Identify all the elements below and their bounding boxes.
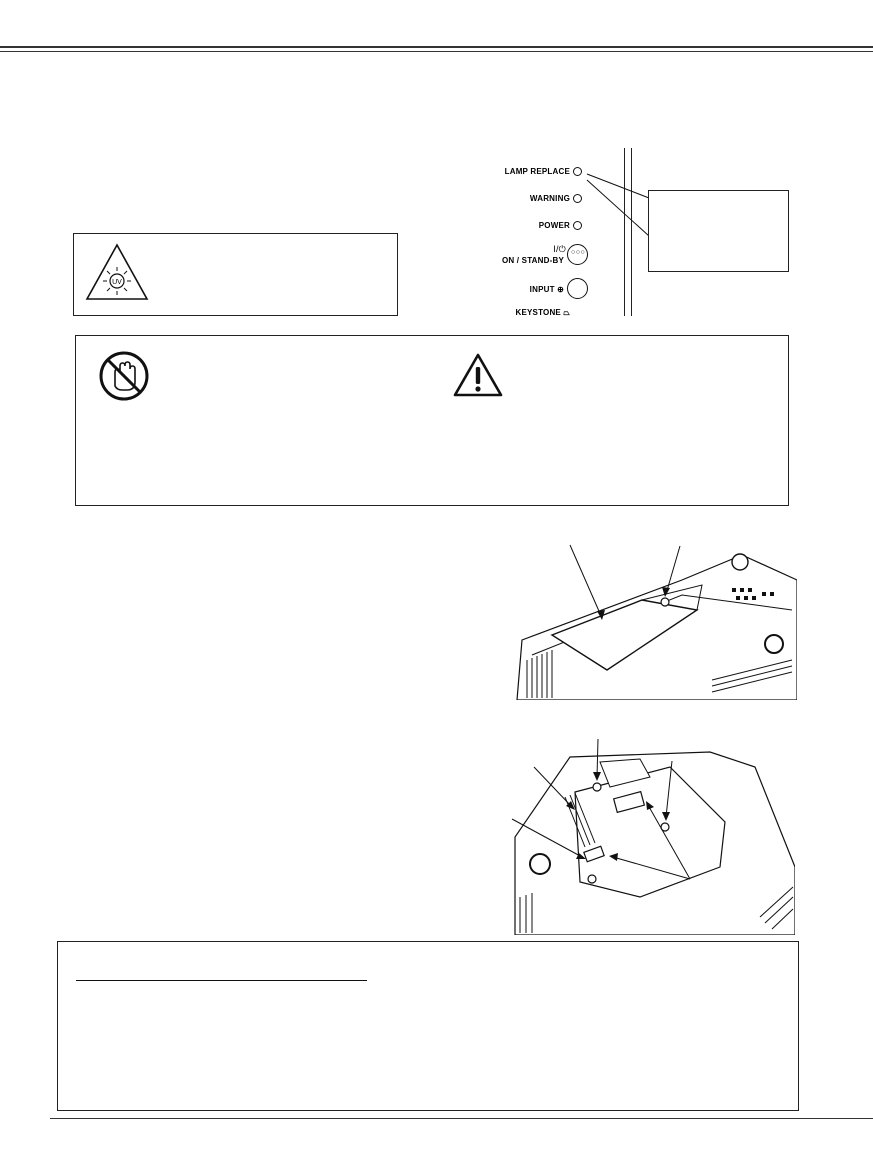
lamp-unit-illustration <box>510 737 795 935</box>
warning-indicator <box>573 194 582 203</box>
keystone-label: KEYSTONE ⏢ <box>515 308 570 317</box>
on-standby-label: ON / STAND-BY <box>501 256 564 265</box>
on-standby-button[interactable] <box>567 244 588 265</box>
input-label: INPUT ⊕ <box>529 285 564 294</box>
lamp-replace-label: LAMP REPLACE <box>504 167 570 176</box>
callout-lines <box>585 172 655 242</box>
input-button[interactable] <box>567 278 588 299</box>
power-indicator <box>573 221 582 230</box>
onoff-symbol-label: I/⏻ <box>553 244 566 254</box>
note-heading-underline <box>76 980 367 981</box>
uv-warning-icon <box>84 242 150 302</box>
uv-warning-box <box>73 233 398 316</box>
no-touch-hand-icon <box>98 350 150 402</box>
header-rule-bottom <box>0 51 873 52</box>
power-label: POWER <box>538 221 570 230</box>
caution-box <box>75 335 789 506</box>
warning-label: WARNING <box>529 194 570 203</box>
button-dots-icon: ○○○ <box>571 249 586 256</box>
lamp-cover-illustration <box>512 540 797 700</box>
note-box <box>57 941 799 1111</box>
lamp-replace-callout-box <box>648 190 789 272</box>
caution-triangle-icon <box>452 352 504 398</box>
footer-rule <box>50 1118 873 1119</box>
lamp-replace-indicator <box>573 167 582 176</box>
header-rule-top <box>0 46 873 48</box>
uv-text: UV <box>112 279 122 286</box>
